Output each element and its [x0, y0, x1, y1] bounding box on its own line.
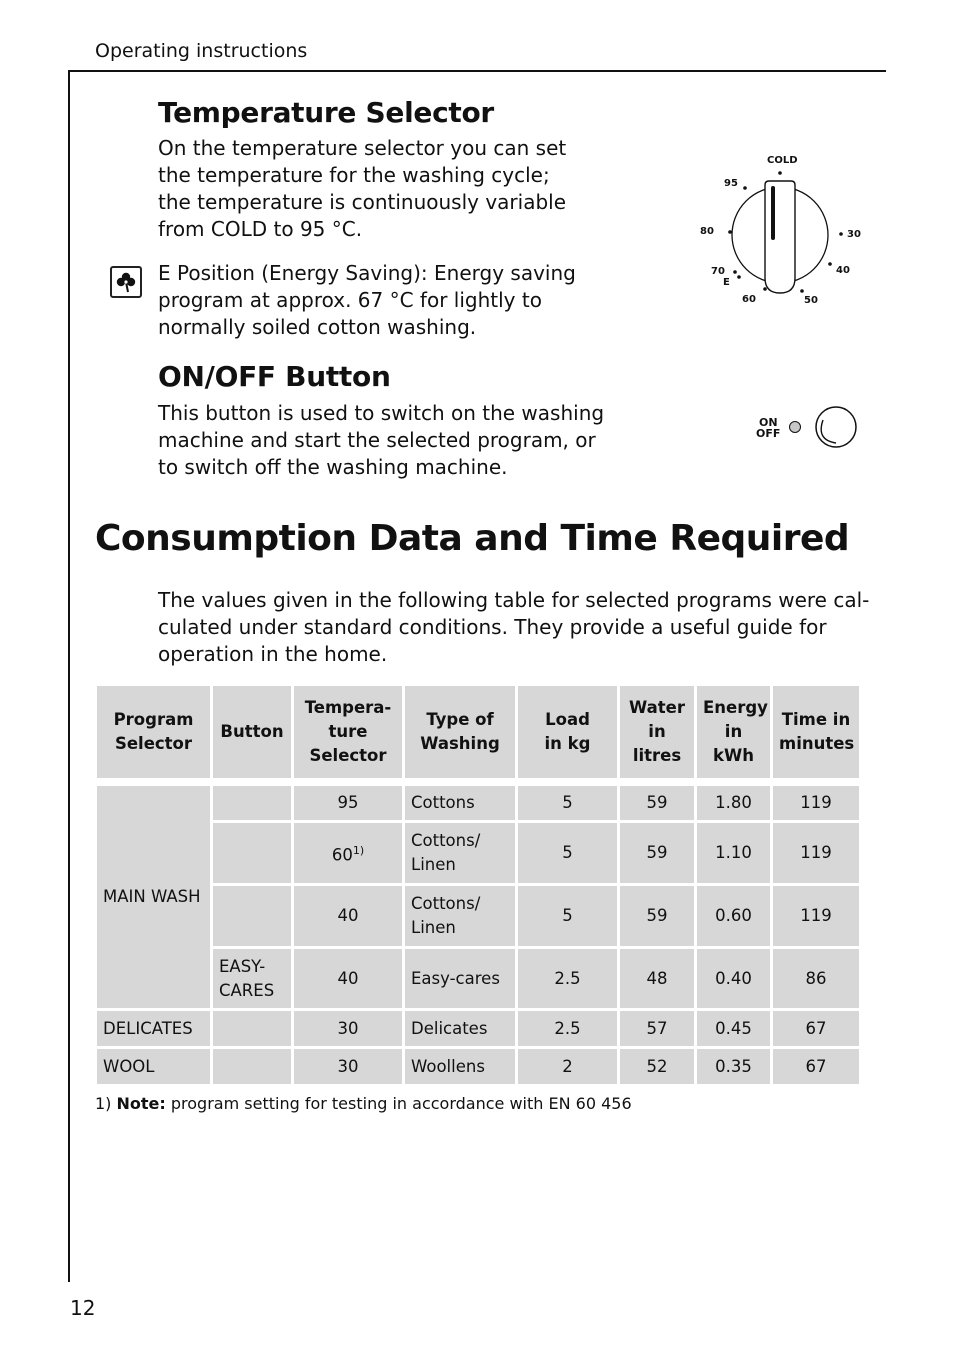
dial-knob[interactable] [765, 181, 795, 293]
cell-button [212, 822, 293, 885]
dial-label-80: 80 [700, 226, 714, 237]
col-header-energy: Energy in kWh [696, 685, 772, 780]
cell-temperature: 40 [293, 948, 404, 1010]
dial-label-50: 50 [804, 295, 818, 306]
cell-time: 86 [772, 948, 861, 1010]
cell-temperature: 30 [293, 1048, 404, 1086]
header-rule [68, 70, 886, 72]
cell-energy: 0.35 [696, 1048, 772, 1086]
cell-water: 59 [619, 785, 696, 822]
cell-energy: 1.80 [696, 785, 772, 822]
text-line: On the temperature selector you can set [158, 136, 567, 160]
page-number: 12 [70, 1296, 96, 1320]
on-label: ON [759, 416, 778, 429]
consumption-intro [158, 587, 869, 668]
text-line: This button is used to switch on the washing [158, 401, 605, 425]
dial-label-70: 70 [711, 266, 725, 277]
temperature-dial[interactable] [690, 150, 870, 310]
dial-label-40: 40 [836, 265, 850, 276]
consumption-table [94, 683, 862, 1087]
cell-program: WOOL [96, 1048, 212, 1086]
power-indicator-lamp [790, 422, 801, 433]
cell-button [212, 1010, 293, 1048]
cell-load: 5 [517, 885, 619, 948]
running-header: Operating instructions [95, 40, 308, 62]
cell-time: 67 [772, 1010, 861, 1048]
table-footnote [95, 1094, 632, 1113]
dial-label-60: 60 [742, 294, 756, 305]
text-line: machine and start the selected program, or [158, 428, 596, 452]
clover-icon-glyph [114, 270, 138, 294]
cell-load: 2.5 [517, 1010, 619, 1048]
cell-water: 59 [619, 822, 696, 885]
col-header-water: Water in litres [619, 685, 696, 780]
cell-button [212, 885, 293, 948]
cell-temperature: 60$^{1)}$ [293, 822, 404, 885]
cell-type: Cottons [404, 785, 517, 822]
cell-load: 5 [517, 822, 619, 885]
dial-label-cold: COLD [767, 155, 798, 166]
cell-button [212, 785, 293, 822]
col-header-program: Program Selector [96, 685, 212, 780]
text-line: the temperature is continuously variable [158, 190, 567, 214]
clover-icon [110, 266, 142, 298]
cell-load: 5 [517, 785, 619, 822]
cell-energy: 0.60 [696, 885, 772, 948]
cell-temperature: 40 [293, 885, 404, 948]
text-line: culated under standard conditions. They provide a useful guide for [158, 615, 827, 639]
text-line: program at approx. 67 °C for lightly to [158, 288, 542, 312]
text-line: E Position (Energy Saving): Energy saving [158, 261, 576, 285]
col-header-temperature: Tempera- ture Selector [293, 685, 404, 780]
cell-energy: 1.10 [696, 822, 772, 885]
table-row [96, 785, 861, 822]
cell-water: 52 [619, 1048, 696, 1086]
cell-time: 119 [772, 885, 861, 948]
col-header-time: Time in minutes [772, 685, 861, 780]
table-row [96, 1048, 861, 1086]
table-header-row [96, 685, 861, 780]
text-line: operation in the home. [158, 642, 388, 666]
temperature-selector-heading: Temperature Selector [158, 96, 494, 129]
cell-time: 119 [772, 785, 861, 822]
cell-load: 2 [517, 1048, 619, 1086]
cell-energy: 0.40 [696, 948, 772, 1010]
footnote-note-label: Note: [116, 1094, 166, 1113]
cell-type: Cottons/ Linen [404, 885, 517, 948]
cell-type: Delicates [404, 1010, 517, 1048]
cell-water: 57 [619, 1010, 696, 1048]
text-line: The values given in the following table for selected programs were cal- [158, 588, 870, 612]
cell-button: EASY- CARES [212, 948, 293, 1010]
footnote-ref: 1) [352, 843, 365, 857]
cell-time: 119 [772, 822, 861, 885]
cell-type: Woollens [404, 1048, 517, 1086]
text-line: normally soiled cotton washing. [158, 315, 477, 339]
onoff-button-illustration[interactable] [750, 400, 865, 455]
cell-temperature: 30 [293, 1010, 404, 1048]
onoff-text [158, 400, 604, 481]
cell-program: DELICATES [96, 1010, 212, 1048]
footnote-marker: 1) [95, 1094, 112, 1113]
cell-water: 59 [619, 885, 696, 948]
off-label: OFF [756, 427, 781, 440]
dial-label-e: E [723, 277, 730, 288]
col-header-button: Button [212, 685, 293, 780]
consumption-title: Consumption Data and Time Required [95, 518, 850, 559]
table-row [96, 1010, 861, 1048]
cell-program: MAIN WASH [96, 785, 212, 1010]
col-header-type: Type of Washing [404, 685, 517, 780]
footnote-text: program setting for testing in accordance with EN 60 456 [165, 1094, 632, 1113]
cell-type: Easy-cares [404, 948, 517, 1010]
cell-energy: 0.45 [696, 1010, 772, 1048]
energy-saving-tip [158, 260, 576, 341]
text-line: the temperature for the washing cycle; [158, 163, 550, 187]
onoff-heading: ON/OFF Button [158, 360, 391, 393]
text-line: from COLD to 95 °C. [158, 217, 363, 241]
cell-temperature: 95 [293, 785, 404, 822]
text-line: to switch off the washing machine. [158, 455, 508, 479]
temperature-selector-text [158, 135, 566, 243]
margin-rule [68, 70, 70, 1282]
cell-water: 48 [619, 948, 696, 1010]
dial-label-30: 30 [847, 229, 861, 240]
cell-type: Cottons/ Linen [404, 822, 517, 885]
cell-button [212, 1048, 293, 1086]
cell-time: 67 [772, 1048, 861, 1086]
col-header-load: Load in kg [517, 685, 619, 780]
cell-load: 2.5 [517, 948, 619, 1010]
dial-label-95: 95 [724, 178, 738, 189]
